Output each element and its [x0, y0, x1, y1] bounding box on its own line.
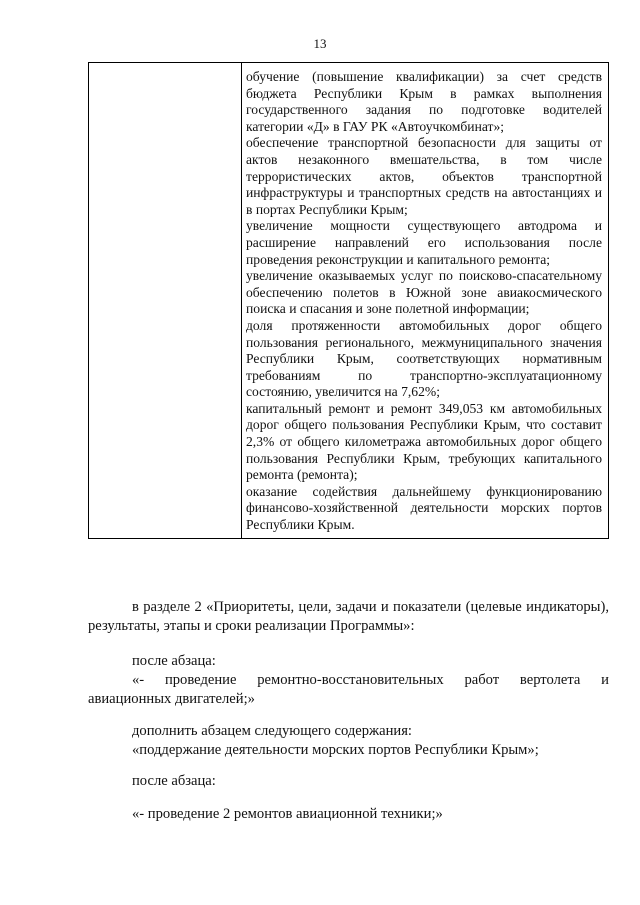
table-item: капитальный ремонт и ремонт 349,053 км автомобильных дорог общего пользования Республики Крым, что составит 2,3% от общего километража автомобильных дорог общего пользования Республики Крым, требующих капитального ремонта (ремонта); [246, 400, 602, 483]
table-item: увеличение оказываемых услуг по поисково-спасательному обеспечению полетов в Южной зоне авиакосмического поиска и спасания и зоне полетной информации; [246, 268, 602, 317]
table-item: обучение (повышение квалификации) за счет средств бюджета Республики Крым в рамках выполнения государственного задания по подготовке водителей категории «Д» в ГАУ РК «Автоучкомбинат»; [246, 69, 602, 134]
section-intro-paragraph: в разделе 2 «Приоритеты, цели, задачи и показатели (целевые индикаторы), результаты, этапы и сроки реализации Программы»: [88, 599, 609, 634]
table-row [89, 63, 609, 539]
supplement-label: дополнить абзацем следующего содержания: [132, 723, 412, 739]
table-item: доля протяженности автомобильных дорог общего пользования регионального, межмуниципального значения Республики Крым, соответствующих нормативным требованиям по транспортно-эксплуатационному состоянию, увеличится на 7,62%; [246, 317, 602, 400]
table-item: оказание содействия дальнейшему функционированию финансово-хозяйственной деятельности морских портов Республики Крым. [246, 483, 602, 533]
table-item: обеспечение транспортной безопасности для защиты от актов незаконного вмешательства, в том числе террористических актов, объектов транспортной инфраструктуры и транспортных средств на автостанциях и в портах Республики Крым; [246, 135, 602, 217]
after-paragraph-label-2: после абзаца: [132, 773, 216, 789]
table-left-cell [89, 63, 242, 539]
page-number: 13 [313, 36, 327, 51]
supplement-text: «поддержание деятельности морских портов Республики Крым»; [132, 742, 539, 758]
quoted-paragraph-1: «- проведение ремонтно-восстановительных работ вертолета и авиационных двигателей;» [88, 672, 609, 707]
continuation-table [88, 62, 609, 539]
table-right-cell [242, 63, 609, 539]
quoted-paragraph-2: «- проведение 2 ремонтов авиационной техники;» [132, 806, 443, 822]
after-paragraph-label-1: после абзаца: [132, 653, 216, 669]
table-item: увеличение мощности существующего автодрома и расширение направлений его использования после проведения реконструкции и капитального ремонта; [246, 218, 602, 267]
